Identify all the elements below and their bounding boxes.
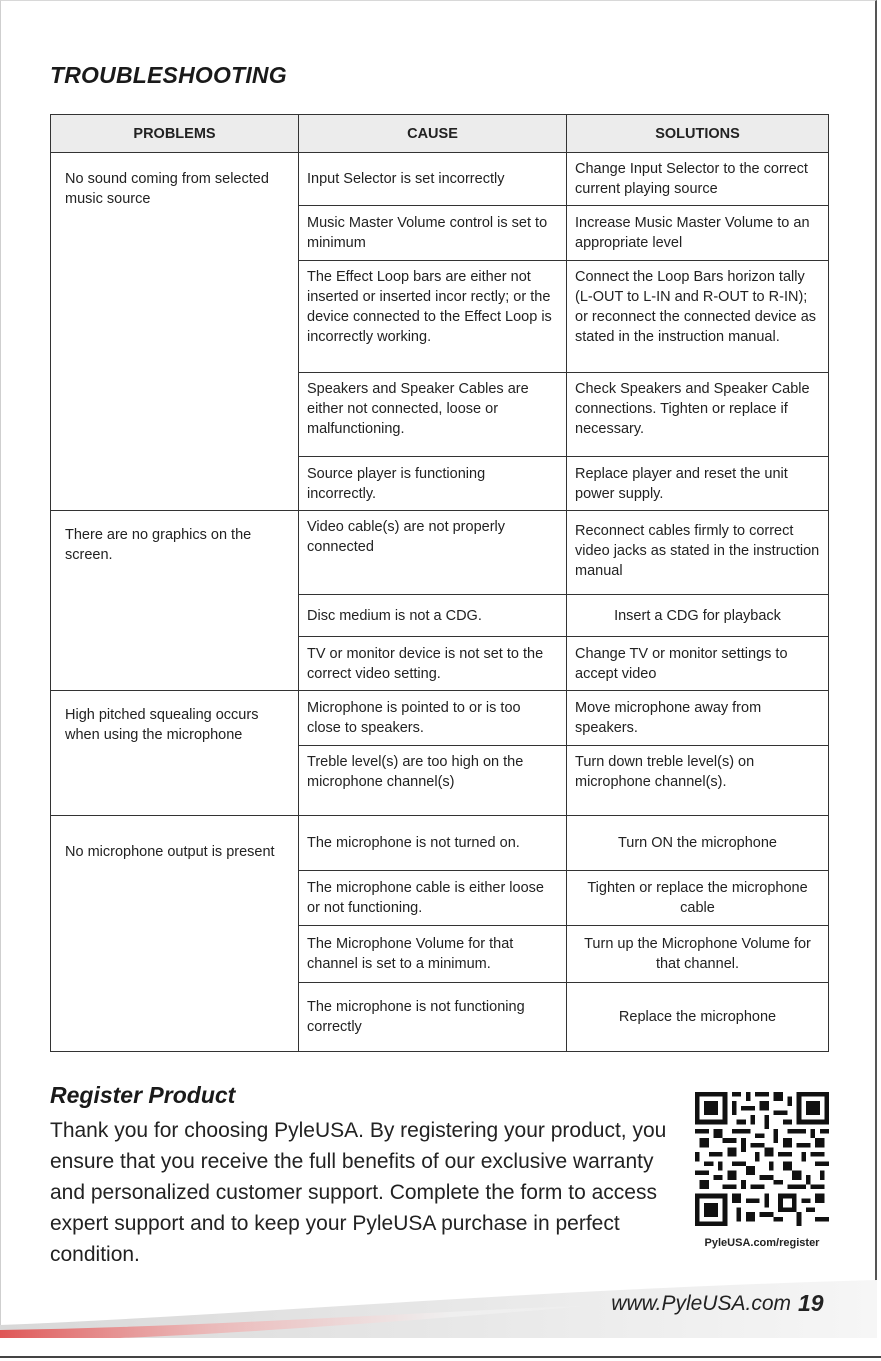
solution-cell: Change TV or monitor settings to accept video [567,637,829,691]
cause-cell: Microphone is pointed to or is too close to speakers. [299,691,567,746]
header-problems: PROBLEMS [51,115,299,153]
solution-cell: Turn down treble level(s) on microphone channel(s). [567,746,829,816]
solution-cell: Replace player and reset the unit power supply. [567,457,829,511]
register-body: Thank you for choosing PyleUSA. By registering your product, you ensure that you receive the full benefits of our exclusive warranty and personalized customer support. Complete the form to access expert support and to keep your PyleUSA purchase in perfect condition. [50,1119,667,1266]
table-row [51,511,829,595]
cause-cell: Source player is functioning incorrectly. [299,457,567,511]
cause-cell: The microphone is not functioning correctly [299,983,567,1052]
solution-cell: Insert a CDG for playback [567,595,829,637]
cause-cell: Treble level(s) are too high on the microphone channel(s) [299,746,567,816]
solution-cell: Move microphone away from speakers. [567,691,829,746]
solution-cell: Connect the Loop Bars horizon tally (L-OUT to L-IN and R-OUT to R-IN); or reconnect the connected device as stated in the instruction manual. [567,261,829,373]
solution-cell: Change Input Selector to the correct current playing source [567,153,829,206]
cause-cell: The microphone cable is either loose or not functioning. [299,871,567,926]
cause-cell: TV or monitor device is not set to the correct video setting. [299,637,567,691]
page-number: 19 [798,1290,824,1316]
table-row [51,816,829,871]
solution-cell: Reconnect cables firmly to correct video jacks as stated in the instruction manual [567,511,829,595]
cause-cell: The Microphone Volume for that channel is set to a minimum. [299,926,567,983]
cause-cell: Music Master Volume control is set to minimum [299,206,567,261]
table-row [51,691,829,746]
solution-cell: Increase Music Master Volume to an appropriate level [567,206,829,261]
header-solutions: SOLUTIONS [567,115,829,153]
solution-cell: Turn up the Microphone Volume for that channel. [567,926,829,983]
header-cause: CAUSE [299,115,567,153]
solution-cell: Check Speakers and Speaker Cable connections. Tighten or replace if necessary. [567,373,829,457]
cause-cell: Disc medium is not a CDG. [299,595,567,637]
qr-caption: PyleUSA.com/register [704,1237,820,1249]
solution-cell: Replace the microphone [567,983,829,1052]
footer-url[interactable]: www.PyleUSA.com [611,1292,791,1315]
table-header-row [51,115,829,153]
qr-code-icon[interactable] [695,1092,829,1226]
problem-cell: High pitched squealing occurs when using the microphone [51,691,299,816]
troubleshooting-table [50,114,829,1052]
solution-cell: Turn ON the microphone [567,816,829,871]
cause-cell: Input Selector is set incorrectly [299,153,567,206]
bottom-divider [0,1356,881,1358]
table-row [51,153,829,206]
problem-cell: There are no graphics on the screen. [51,511,299,691]
cause-cell: The microphone is not turned on. [299,816,567,871]
page-title: TROUBLESHOOTING [50,62,287,88]
register-title: Register Product [50,1082,236,1108]
cause-cell: Video cable(s) are not properly connected [299,511,567,595]
cause-cell: The Effect Loop bars are either not inserted or inserted incor rectly; or the device connected to the Effect Loop is incorrectly working. [299,261,567,373]
problem-cell: No microphone output is present [51,816,299,1052]
solution-cell: Tighten or replace the microphone cable [567,871,829,926]
problem-cell: No sound coming from selected music source [51,153,299,511]
cause-cell: Speakers and Speaker Cables are either not connected, loose or malfunctioning. [299,373,567,457]
